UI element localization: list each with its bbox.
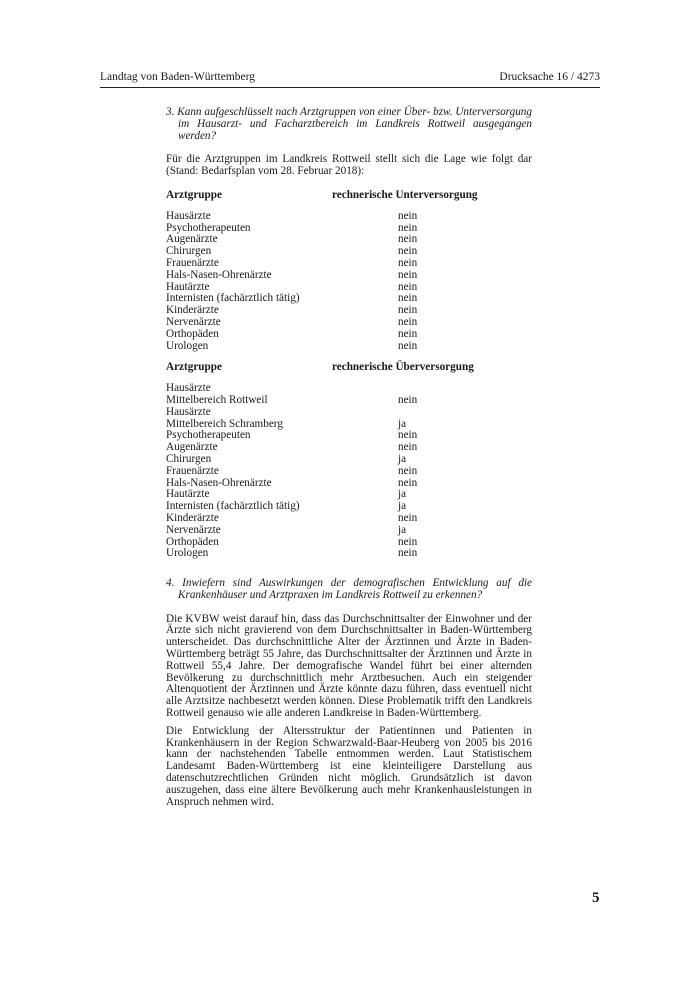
cell-value: nein	[398, 280, 418, 293]
table-row	[166, 407, 532, 419]
cell-value	[332, 383, 538, 395]
table-undersupply	[166, 190, 532, 352]
cell-group: Orthopäden	[166, 535, 219, 548]
cell-group: Hals-Nasen-Ohrenärzte	[166, 268, 272, 281]
table-row	[166, 466, 532, 478]
column-header-group: Arztgruppe	[166, 361, 222, 374]
cell-group: Chirurgen	[166, 452, 212, 465]
question-3-text: Kann aufgeschlüsselt nach Arztgruppen von einer Über- bzw. Unterversorgung im Hausarzt- und Facharztbereich im Landkreis Rottweil ausgegangen werden?	[177, 106, 532, 142]
cell-group: Hausärzte	[166, 405, 211, 418]
cell-value: nein	[398, 339, 418, 352]
table-oversupply	[166, 362, 532, 560]
cell-value: nein	[398, 209, 418, 222]
cell-value: nein	[398, 429, 418, 442]
cell-value: nein	[398, 476, 418, 489]
cell-group: Augenärzte	[166, 233, 218, 246]
page-number: 5	[592, 890, 600, 906]
table-row	[166, 258, 532, 270]
table-header	[166, 362, 532, 374]
cell-group: Nervenärzte	[166, 315, 221, 328]
answer-4-paragraph-2: Die Entwicklung der Altersstruktur der Patientinnen und Patienten in Krankenhäusern in der Region Schwarzwald-Baar-Heuberg von 2005 bis 2016 kann der nachstehenden Tabelle entnommen werden. Laut Statistischem Landesamt Baden-Württemberg ist eine kleinteiligere Darstellung aus datenschutzrechtlichen Gründen nicht möglich. Grundsätzlich ist davon auszugehen, dass eine ältere Bevölkerung auch mehr Krankenhausleistungen in Anspruch nehmen wird.	[166, 724, 532, 808]
table-row	[166, 525, 532, 537]
header-parliament: Landtag von Baden-Württemberg	[100, 71, 255, 83]
table-row	[166, 329, 532, 341]
column-header-group: Arztgruppe	[166, 188, 222, 201]
cell-value: ja	[398, 523, 407, 536]
table-row	[166, 270, 532, 282]
table-row	[166, 211, 532, 223]
question-4-text: Inwiefern sind Auswirkungen der demografischen Entwicklung auf die Krankenhäuser und Arztpraxen im Landkreis Rottweil zu erkennen?	[178, 577, 532, 601]
cell-group: Augenärzte	[166, 441, 218, 454]
cell-group: Chirurgen	[166, 245, 212, 258]
cell-value: nein	[398, 256, 418, 269]
cell-group: Kinderärzte	[166, 511, 219, 524]
table-row	[166, 317, 532, 329]
table-row	[166, 478, 532, 490]
question-4-number: 4.	[166, 577, 175, 590]
cell-group: Internisten (fachärztlich tätig)	[166, 500, 300, 513]
cell-group: Frauenärzte	[166, 256, 219, 269]
question-4	[166, 578, 532, 602]
cell-group: Hals-Nasen-Ohrenärzte	[166, 476, 272, 489]
column-header-undersupply: rechnerische Unterversorgung	[332, 188, 478, 201]
cell-group: Kinderärzte	[166, 304, 219, 317]
cell-value: nein	[398, 441, 418, 454]
cell-group: Mittelbereich Rottweil	[166, 393, 268, 406]
cell-value: nein	[398, 464, 418, 477]
cell-group: Psychotherapeuten	[166, 429, 251, 442]
cell-value: nein	[398, 315, 418, 328]
answer-3-intro: Für die Arztgruppen im Landkreis Rottweil stellt sich die Lage wie folgt dar (Stand: Bedarfsplan vom 28. Februar 2018):	[166, 153, 532, 178]
cell-group: Hautärzte	[166, 280, 210, 293]
table-row	[166, 501, 532, 513]
cell-group: Mittelbereich Schramberg	[166, 417, 283, 430]
cell-group: Frauenärzte	[166, 464, 219, 477]
cell-value: nein	[398, 535, 418, 548]
table-row	[166, 246, 532, 258]
cell-group: Hautärzte	[166, 488, 210, 501]
cell-value	[332, 407, 538, 419]
column-header-oversupply: rechnerische Überversorgung	[332, 361, 474, 374]
cell-group: Hausärzte	[166, 382, 211, 395]
cell-value: nein	[398, 511, 418, 524]
cell-group: Urologen	[166, 339, 209, 352]
cell-value: nein	[398, 304, 418, 317]
cell-value: nein	[398, 233, 418, 246]
cell-value: ja	[398, 417, 407, 430]
cell-group: Urologen	[166, 547, 209, 560]
cell-value: nein	[398, 547, 418, 560]
page-content	[166, 107, 532, 808]
table-row	[166, 234, 532, 246]
table-row	[166, 513, 532, 525]
question-3-number: 3.	[166, 106, 175, 118]
table-row	[166, 223, 532, 235]
table-header	[166, 190, 532, 202]
question-3	[166, 107, 532, 142]
cell-group: Nervenärzte	[166, 523, 221, 536]
cell-group: Psychotherapeuten	[166, 221, 251, 234]
cell-value: ja	[398, 452, 407, 465]
table-row	[166, 442, 532, 454]
header-document-number: Drucksache 16 / 4273	[499, 71, 600, 83]
cell-value: ja	[398, 500, 407, 513]
table-row	[166, 341, 532, 353]
table-body	[166, 383, 532, 560]
cell-value: nein	[398, 221, 418, 234]
cell-value: nein	[398, 292, 418, 305]
page-header	[100, 71, 600, 88]
table-row	[166, 537, 532, 549]
table-body	[166, 211, 532, 353]
cell-value: nein	[398, 327, 418, 340]
cell-group: Internisten (fachärztlich tätig)	[166, 292, 300, 305]
table-row	[166, 430, 532, 442]
cell-value: nein	[398, 268, 418, 281]
cell-value: ja	[398, 488, 407, 501]
table-row	[166, 395, 532, 407]
cell-group: Orthopäden	[166, 327, 219, 340]
cell-group: Hausärzte	[166, 209, 211, 222]
answer-4-paragraph-1: Die KVBW weist darauf hin, dass das Durchschnittsalter der Einwohner und der Ärzte sich nicht gravierend von dem Durchschnittsalter in Baden-Württemberg unterscheidet. Das durchschnittliche Alter der Ärztinnen und Ärzte in Baden-Württemberg beträgt 55 Jahre, das Durchschnittsalter der Ärztinnen und Ärzte in Rottweil 55,4 Jahre. Der demografische Wandel führt bei einer alternden Bevölkerung zu durchschnittlich mehr Arztbesuchen. Auch ein steigender Altenquotient der Ärztinnen und Ärzte könnte dazu führen, dass eventuell nicht alle Arztsitze nachbesetzt werden können. Diese Problematik trifft den Landkreis Rottweil genauso wie alle anderen Landkreise in Baden-Württemberg.	[166, 612, 532, 720]
table-row	[166, 454, 532, 466]
table-row	[166, 293, 532, 305]
cell-value: nein	[398, 245, 418, 258]
table-row	[166, 548, 532, 560]
cell-value: nein	[398, 393, 418, 406]
